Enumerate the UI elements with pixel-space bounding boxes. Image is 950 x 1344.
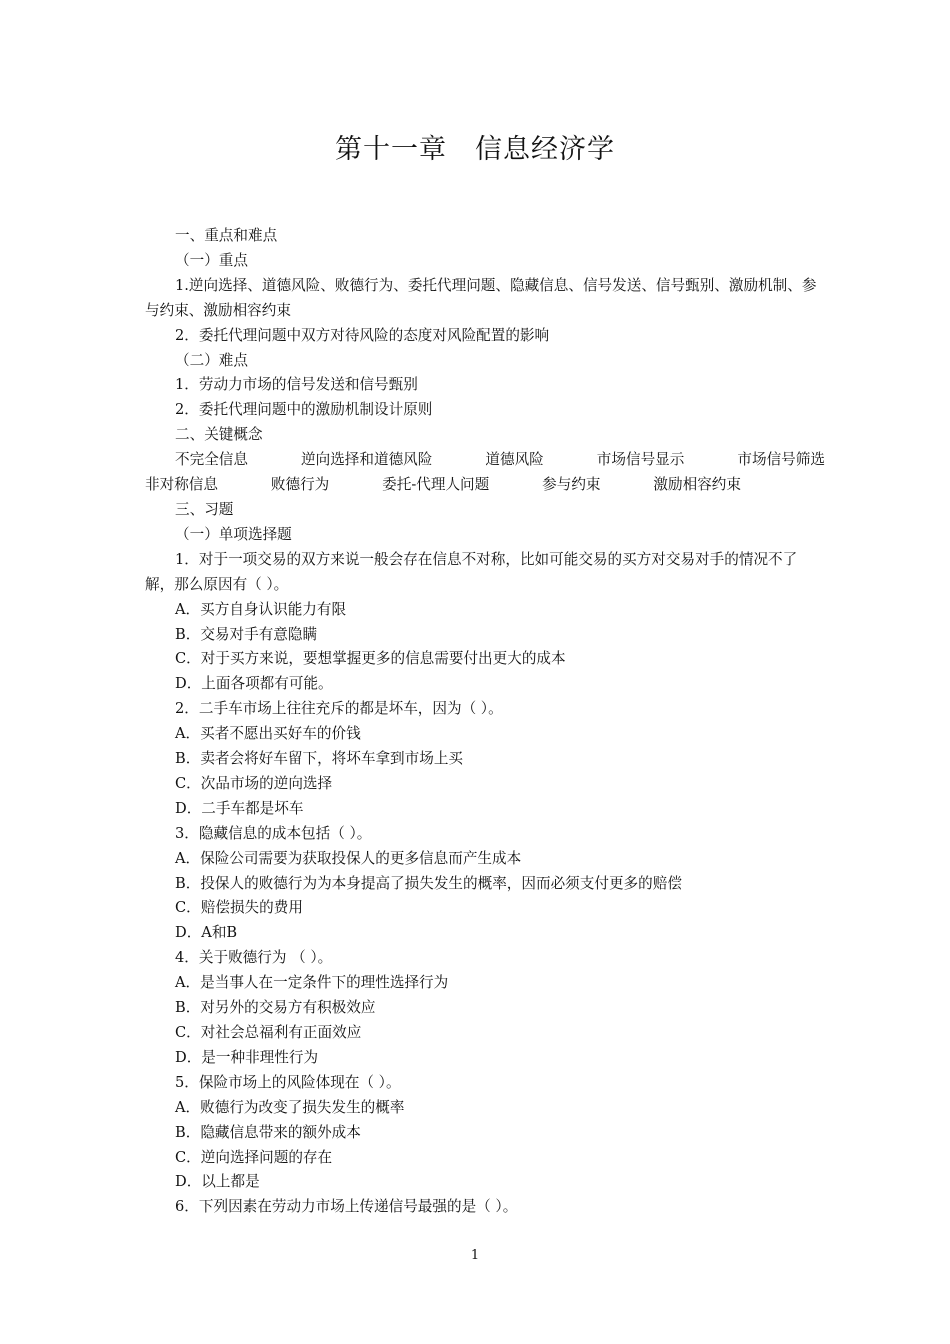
- key-terms-row: [145, 473, 825, 498]
- question-option: C．逆向选择问题的存在: [175, 1148, 333, 1166]
- paragraph: 2．委托代理问题中的激励机制设计原则: [175, 401, 433, 419]
- key-term: 败德行为: [270, 476, 330, 494]
- question-option: A．买方自身认识能力有限: [175, 600, 347, 618]
- question-option: D．二手车都是坏车: [175, 799, 304, 817]
- question-option: C．对于买方来说，要想掌握更多的信息需要付出更大的成本: [175, 650, 566, 668]
- question-stem: 1．对于一项交易的双方来说一般会存在信息不对称，比如可能交易的买方对交易对手的情况不了解，那么原因有（ ）。: [145, 550, 798, 593]
- paragraph: 2．委托代理问题中双方对待风险的态度对风险配置的影响: [175, 326, 550, 344]
- paragraph: 1.逆向选择、道德风险、败德行为、委托代理问题、隐藏信息、信号发送、信号甄别、激励机制、参与约束、激励相容约束: [145, 276, 817, 319]
- section-heading: 三、习题: [175, 500, 234, 518]
- document-body: [145, 224, 825, 1220]
- question-option: B．交易对手有意隐瞒: [175, 625, 318, 643]
- question-option: B．投保人的败德行为为本身提高了损失发生的概率，因而必须支付更多的赔偿: [175, 874, 682, 892]
- question-option: D．是一种非理性行为: [175, 1048, 319, 1066]
- section-heading: 一、重点和难点: [175, 227, 278, 244]
- key-term: 逆向选择和道德风险: [301, 451, 433, 469]
- question-option: C．次品市场的逆向选择: [175, 774, 333, 792]
- question-option: D．A和B: [175, 924, 238, 942]
- key-term: 委托-代理人问题: [382, 476, 490, 494]
- question-stem: 5．保险市场上的风险体现在（ ）。: [175, 1073, 401, 1091]
- question-option: B．对另外的交易方有积极效应: [175, 999, 376, 1017]
- chapter-title: 第十一章 信息经济学: [335, 134, 615, 165]
- key-term: 不完全信息: [175, 451, 248, 469]
- question-option: D．上面各项都有可能。: [175, 675, 333, 693]
- key-term: 非对称信息: [145, 476, 218, 494]
- key-term: 市场信号筛选: [737, 451, 825, 469]
- section-heading: 二、关键概念: [175, 426, 263, 444]
- key-terms-row: [145, 448, 825, 473]
- question-option: C．赔偿损失的费用: [175, 899, 303, 917]
- page-number: 1: [470, 1248, 480, 1263]
- subsection-heading: （一）重点: [175, 251, 248, 269]
- question-stem: 4．关于败德行为 （ ）。: [175, 949, 333, 967]
- question-option: A．买者不愿出买好车的价钱: [175, 725, 361, 743]
- question-option: A．保险公司需要为获取投保人的更多信息而产生成本: [175, 849, 522, 867]
- key-term: 参与约束: [542, 476, 601, 494]
- question-stem: 3．隐藏信息的成本包括（ ）。: [175, 824, 372, 842]
- question-option: A．败德行为改变了损失发生的概率: [175, 1098, 405, 1116]
- question-stem: 2．二手车市场上往往充斥的都是坏车，因为（ ）。: [175, 700, 503, 718]
- question-stem: 6．下列因素在劳动力市场上传递信号最强的是（ ）。: [175, 1198, 518, 1216]
- question-option: B．隐藏信息带来的额外成本: [175, 1123, 361, 1141]
- question-option: D．以上都是: [175, 1173, 260, 1191]
- question-option: A．是当事人在一定条件下的理性选择行为: [175, 974, 449, 992]
- subsection-heading: （一）单项选择题: [175, 525, 292, 543]
- question-option: B．卖者会将好车留下，将坏车拿到市场上买: [175, 750, 464, 768]
- subsection-heading: （二）难点: [175, 351, 248, 369]
- key-term: 激励相容约束: [653, 476, 741, 494]
- key-term: 道德风险: [485, 451, 544, 469]
- paragraph: 1．劳动力市场的信号发送和信号甄别: [175, 376, 418, 394]
- key-term: 市场信号显示: [596, 451, 685, 469]
- question-option: C．对社会总福利有正面效应: [175, 1024, 362, 1041]
